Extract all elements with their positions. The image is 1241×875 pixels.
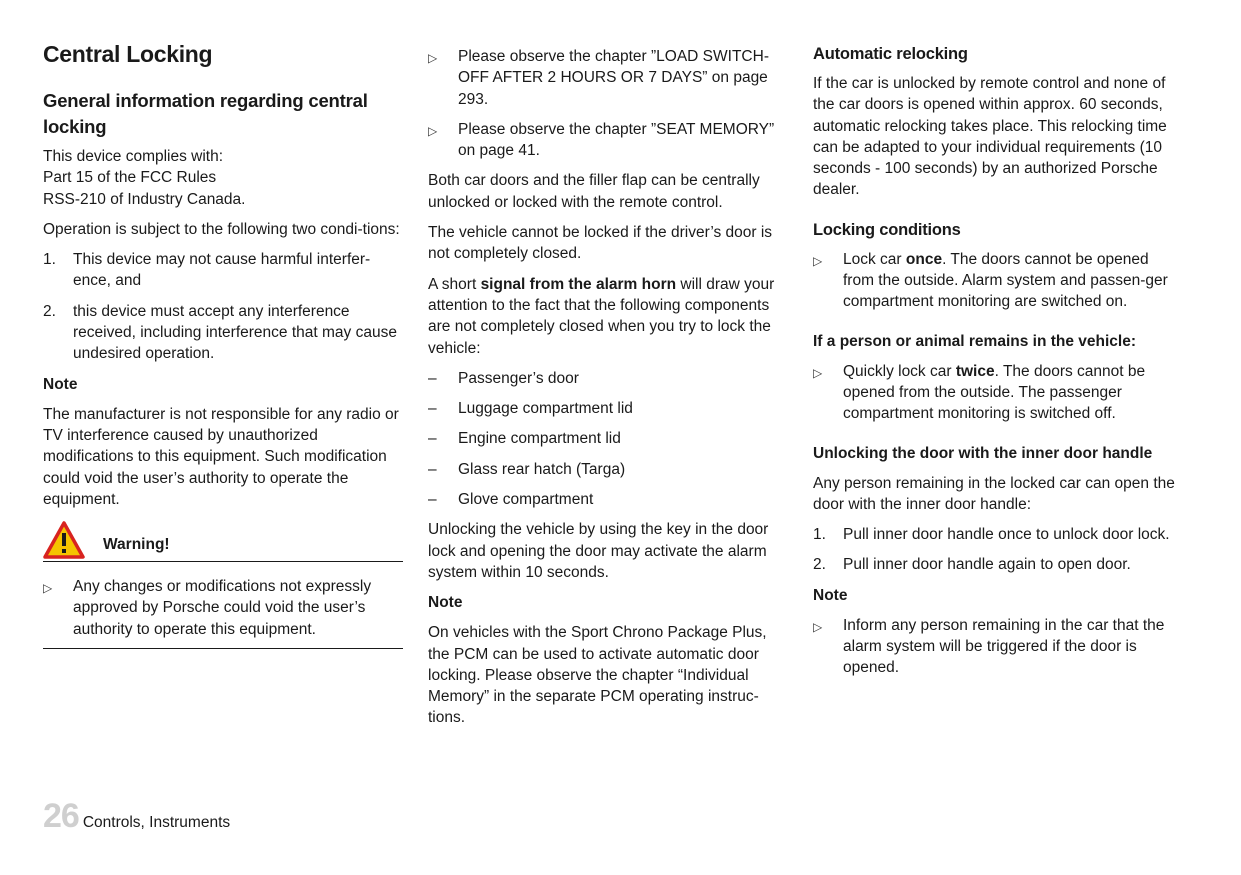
condition-item xyxy=(43,249,403,292)
component-text: Glove compartment xyxy=(458,491,594,509)
inner-door-handle-heading: Unlocking the door with the inner door handle xyxy=(813,444,1153,462)
warning-triangle-icon xyxy=(43,521,85,559)
step-text: Pull inner door handle again to open door. xyxy=(843,556,1131,574)
component-text: Engine compartment lid xyxy=(458,430,621,448)
condition-text: this device must accept any interference received, including interference that may cause undesired operation. xyxy=(73,302,397,363)
alarm-horn-text xyxy=(428,274,790,359)
alarm-horn-emphasis: signal from the alarm horn xyxy=(480,275,677,293)
dash-bullet: – xyxy=(428,460,437,478)
operation-text: Operation is subject to the following two condi-tions: xyxy=(43,220,400,238)
automatic-relocking-heading: Automatic relocking xyxy=(813,45,968,63)
alarm-horn-prefix: A short xyxy=(428,275,481,293)
lock-once-prefix: Lock car xyxy=(843,250,906,268)
arrow-bullet-icon: ▷ xyxy=(43,581,53,596)
component-item xyxy=(428,459,790,480)
component-item xyxy=(428,428,790,449)
observe-text: Please observe the chapter ”LOAD SWITCH-OFF AFTER 2 HOURS OR 7 DAYS” on page 293. xyxy=(458,48,769,108)
step-item xyxy=(813,554,1175,575)
page-footer xyxy=(43,797,230,836)
warning-text: Any changes or modifications not expressly approved by Porsche could void the user’s authority to operate this equipment. xyxy=(73,578,372,638)
compliance-text xyxy=(43,146,403,210)
arrow-bullet-icon: ▷ xyxy=(428,123,438,138)
section-name: Controls, Instruments xyxy=(82,814,231,831)
dash-bullet: – xyxy=(428,430,437,448)
lock-once-item xyxy=(813,249,1175,313)
unlock-key-text: Unlocking the vehicle by using the key in the door lock and opening the door may activate the alarm system within 10 seconds. xyxy=(428,521,769,581)
arrow-bullet-icon: ▷ xyxy=(813,365,823,380)
general-info-heading: General information regarding central locking xyxy=(43,90,368,137)
dash-bullet: – xyxy=(428,491,437,509)
warning-header xyxy=(43,519,403,562)
locking-conditions-heading: Locking conditions xyxy=(813,220,961,239)
driver-door-text: The vehicle cannot be locked if the driver’s door is not completely closed. xyxy=(428,224,773,263)
observe-text: Please observe the chapter ”SEAT MEMORY” on page 41. xyxy=(458,120,775,160)
condition-text: This device may not cause harmful interfer-ence, and xyxy=(73,251,371,290)
component-text: Glass rear hatch (Targa) xyxy=(458,460,626,478)
list-number: 2. xyxy=(813,556,826,574)
condition-item xyxy=(43,301,403,365)
warning-item xyxy=(43,576,403,649)
component-item xyxy=(428,368,790,389)
lock-twice-suffix: . The doors cannot be opened from the outside. The passenger compartment monitoring is switched off. xyxy=(843,362,1146,423)
column-right xyxy=(813,43,1175,688)
lock-twice-emphasis: twice xyxy=(955,362,995,380)
compliance-line: This device complies with: xyxy=(43,148,224,165)
component-item xyxy=(428,398,790,419)
arrow-bullet-icon: ▷ xyxy=(813,253,823,268)
column-middle xyxy=(428,46,790,738)
page-number: 26 xyxy=(43,797,79,835)
list-number: 2. xyxy=(43,302,56,320)
arrow-bullet-icon: ▷ xyxy=(428,51,438,65)
inner-door-text: Any person remaining in the locked car can open the door with the inner door handle: xyxy=(813,474,1175,513)
person-remains-heading: If a person or animal remains in the vehicle: xyxy=(813,332,1137,350)
dash-bullet: – xyxy=(428,369,437,387)
column-left xyxy=(43,40,403,649)
observe-item xyxy=(428,46,790,110)
relocking-text: If the car is unlocked by remote control and none of the car doors is opened within approx. 60 seconds, automatic relocking takes place. This relocking time can be adapted to your individual requirements (10 seconds - 100 seconds) by an authorized Porsche dealer. xyxy=(813,75,1167,199)
page-title: Central Locking xyxy=(43,41,213,67)
note-item-text: Inform any person remaining in the car that the alarm system will be triggered if the door is opened. xyxy=(843,616,1165,677)
lock-once-suffix: . The doors cannot be opened from the outside. Alarm system and passen-ger compartment monitoring are switched on. xyxy=(843,250,1168,311)
lock-twice-prefix: Quickly lock car xyxy=(843,362,956,380)
note-label: Note xyxy=(43,375,78,393)
list-number: 1. xyxy=(813,526,826,544)
note-text: On vehicles with the Sport Chrono Package Plus, the PCM can be used to activate automatic door locking. Please observe the chapter “Individual Memory” in the separate PCM operating instruc-tions. xyxy=(428,624,767,727)
step-text: Pull inner door handle once to unlock door lock. xyxy=(843,526,1170,544)
component-text: Luggage compartment lid xyxy=(458,400,633,418)
compliance-line: Part 15 of the FCC Rules xyxy=(43,169,217,187)
warning-label: Warning! xyxy=(103,536,170,554)
dash-bullet: – xyxy=(428,400,437,418)
arrow-bullet-icon: ▷ xyxy=(813,619,823,634)
alarm-horn-suffix: will draw your attention to the fact that the following components are not completely closed when you try to lock the vehicle: xyxy=(428,275,775,357)
note-item xyxy=(813,615,1175,679)
remote-control-text: Both car doors and the filler flap can be centrally unlocked or locked with the remote control. xyxy=(428,172,760,211)
note-text: The manufacturer is not responsible for any radio or TV interference caused by unauthorized modifications to this equipment. Such modification could void the user’s authority to operate the equipment. xyxy=(43,405,399,508)
note-label: Note xyxy=(428,594,463,612)
note-label: Note xyxy=(813,586,848,604)
component-item xyxy=(428,489,790,510)
component-text: Passenger’s door xyxy=(458,369,579,387)
lock-once-emphasis: once xyxy=(905,250,943,268)
step-item xyxy=(813,524,1175,545)
list-number: 1. xyxy=(43,251,56,269)
lock-twice-item xyxy=(813,361,1175,425)
observe-item xyxy=(428,119,790,162)
compliance-line: RSS-210 of Industry Canada. xyxy=(43,190,246,208)
